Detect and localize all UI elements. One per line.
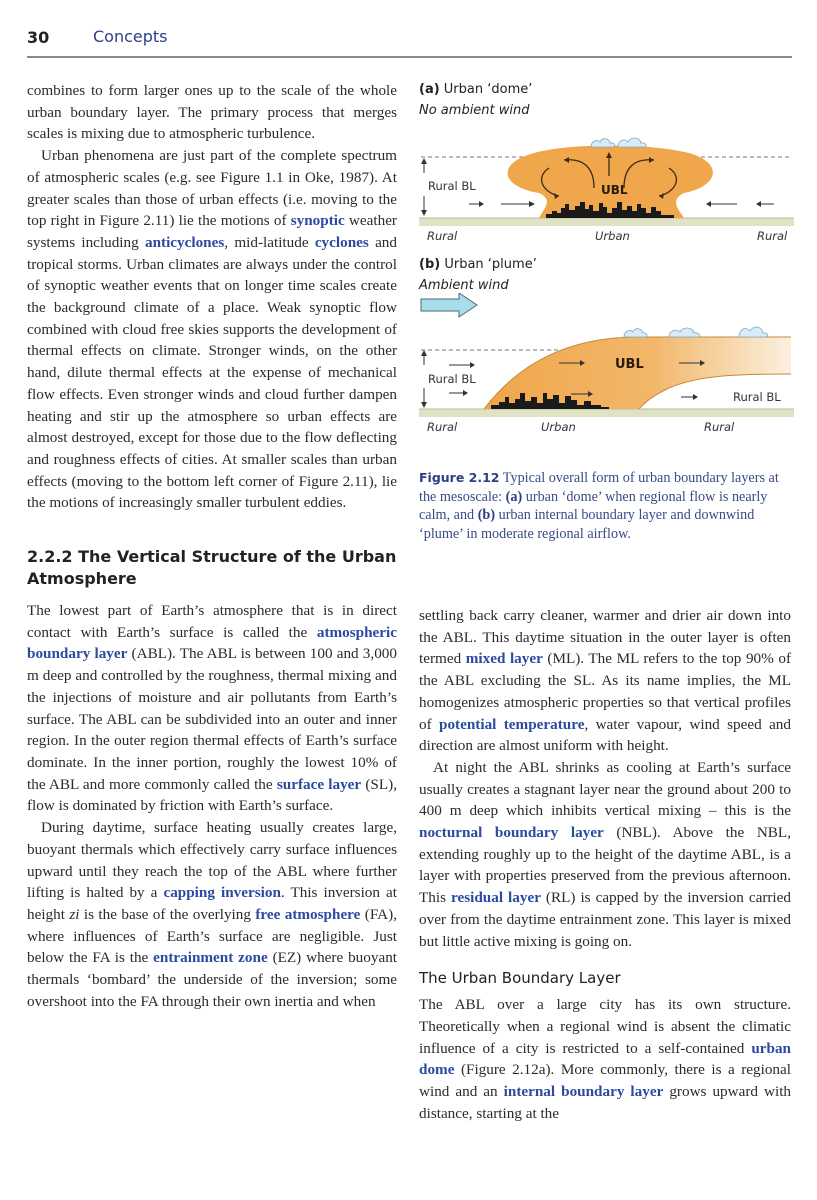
- ground-label-rural-right: Rural: [704, 420, 735, 433]
- running-head: Concepts: [93, 27, 168, 46]
- glossary-term: synoptic: [290, 212, 345, 230]
- figure-label: Figure 2.12: [419, 470, 500, 485]
- glossary-term: atmospheric boundary layer: [27, 623, 397, 663]
- rural-bl-label: Rural BL: [428, 179, 476, 193]
- ubl-label: UBL: [615, 357, 644, 372]
- rural-bl-label-left: Rural BL: [428, 372, 476, 386]
- glossary-term: cyclones: [314, 233, 369, 251]
- cloud-icon: [624, 327, 768, 337]
- panel-b-subtitle: Ambient wind: [419, 278, 509, 293]
- figure-2-12: [419, 82, 794, 433]
- subsection-heading: The Urban Boundary Layer: [419, 969, 621, 988]
- math-symbol: zi: [69, 905, 80, 923]
- section-heading: 2.2.2 The Vertical Structure of the Urban Atmosphere: [27, 547, 397, 589]
- glossary-term: capping inversion: [163, 884, 281, 902]
- page-number: 30: [27, 28, 50, 47]
- paragraph: The ABL over a large city has its own structure. Theoretically when a regional wind is absent the climatic influence of a city is restricted to a self-contained urban dome (Figure 2.12a). More commonly, there is a regional wind and an internal boundary layer grows upward with distance, starting at the: [419, 996, 792, 1122]
- glossary-term: entrainment zone: [153, 949, 268, 967]
- glossary-term: surface layer: [276, 775, 362, 793]
- urban-plume-diagram: [419, 293, 794, 433]
- rural-bl-label-right: Rural BL: [733, 390, 781, 404]
- ground-label-rural-right: Rural: [757, 229, 788, 243]
- paragraph: Urban phenomena are just part of the complete spectrum of atmospheric scales (e.g. see Figure 1.1 in Oke, 1987). At greater scales than those of urban effects (i.e. moving to the top right in Figure 2.11) lie the motions of synoptic weather systems including anticyclones, mid-latitude cyclones and tropical storms. Urban climates are always under the control of synoptic weather events that on longer time scales create the background climate of a place. Weak synoptic flow combined with cloud free skies supports the development of thermal effects on climate. Stronger winds, on the other hand, dilute thermal effects at the expense of mechanical flow effects. Even stronger winds and cloud further dampen heating and stir up the atmosphere so urban effects are almost destroyed, except for those due to the flow deflecting and roughness effects of cities. At smaller scales than urban effects (moving to the bottom left corner of Figure 2.11), lie the motions of increasingly smaller turbulent eddies.: [27, 147, 397, 512]
- paragraph: The lowest part of Earth’s atmosphere that is in direct contact with Earth’s surface is called the atmospheric boundary layer (ABL). The ABL is between 100 and 3,000 m deep and controlled by the roughness, thermal mixing and the injections of moisture and air pollutants from Earth’s surface. The ABL can be subdivided into an outer and inner region. In the outer region thermal effects of Earth’s surface dominate. In the inner portion, roughly the lowest 10% of the ABL and more commonly called the surface layer (SL), flow is dominated by friction with Earth’s surface.: [27, 602, 398, 815]
- figure-caption: Figure 2.12 Typical overall form of urban boundary layers at the mesoscale: (a) urban ‘dome’ when regional flow is nearly calm, and (b) urban internal boundary layer and downwind ‘plume’ in moderate regional airflow.: [419, 470, 779, 542]
- panel-a-title: (a) Urban ‘dome’: [419, 82, 533, 97]
- paragraph: During daytime, surface heating usually creates large, buoyant thermals which effectively carry surface influences upward until they reach the top of the ABL where further lifting is halted by a capping inversion. This inversion at height zi is the base of the overlying free atmosphere (FA), where influences of Earth’s surface are negligible. Just below the FA is the entrainment zone (EZ) where buoyant thermals ‘bombard’ the underside of the inversion; some overshoot into the FA through their own inertia and when: [27, 819, 398, 1010]
- ambient-wind-arrow-icon: [421, 293, 477, 317]
- glossary-term: urban dome: [419, 1039, 791, 1079]
- glossary-term: internal boundary layer: [503, 1083, 664, 1101]
- glossary-term: mixed layer: [465, 650, 543, 668]
- ground-label-rural-left: Rural: [427, 420, 458, 433]
- right-column: [419, 605, 791, 1124]
- glossary-term: residual layer: [451, 889, 541, 907]
- glossary-term: nocturnal boundary layer: [419, 824, 604, 842]
- panel-a-subtitle: No ambient wind: [419, 103, 530, 118]
- ground-label-urban: Urban: [595, 229, 630, 243]
- ubl-label: UBL: [601, 183, 628, 197]
- page-header: [27, 22, 792, 58]
- cloud-icon: [591, 138, 646, 147]
- paragraph: combines to form larger ones up to the scale of the whole urban boundary layer. The primary process that merges scales is mixing due to atmospheric turbulence.: [27, 82, 397, 143]
- panel-b-title: (b) Urban ‘plume’: [419, 257, 537, 272]
- glossary-term: anticyclones: [144, 233, 225, 251]
- glossary-term: potential temperature: [439, 715, 585, 733]
- glossary-term: free atmosphere: [255, 905, 361, 923]
- paragraph: settling back carry cleaner, warmer and drier air down into the ABL. This daytime situation in the outer layer is often termed mixed layer (ML). The ML refers to the top 90% of the ABL excluding the SL. As its name implies, the ML homogenizes atmospheric properties so that vertical profiles of potential temperature, water vapour, wind speed and direction are almost uniform with height.: [419, 607, 791, 755]
- urban-dome-diagram: [419, 118, 794, 243]
- paragraph: At night the ABL shrinks as cooling at Earth’s surface usually creates a stagnant layer near the ground about 200 to 400 m deep which inhibits vertical mixing – this is the nocturnal boundary layer (NBL). Above the NBL, extending roughly up to the height of the daytime ABL, is a layer with properties preserved from the previous afternoon. This residual layer (RL) is capped by the inversion carried over from the daytime entrainment zone. This layer is mixed but little active mixing is going on.: [419, 758, 791, 950]
- ground-label-rural-left: Rural: [427, 229, 458, 243]
- ground-label-urban: Urban: [541, 420, 576, 433]
- left-column: [27, 80, 397, 1012]
